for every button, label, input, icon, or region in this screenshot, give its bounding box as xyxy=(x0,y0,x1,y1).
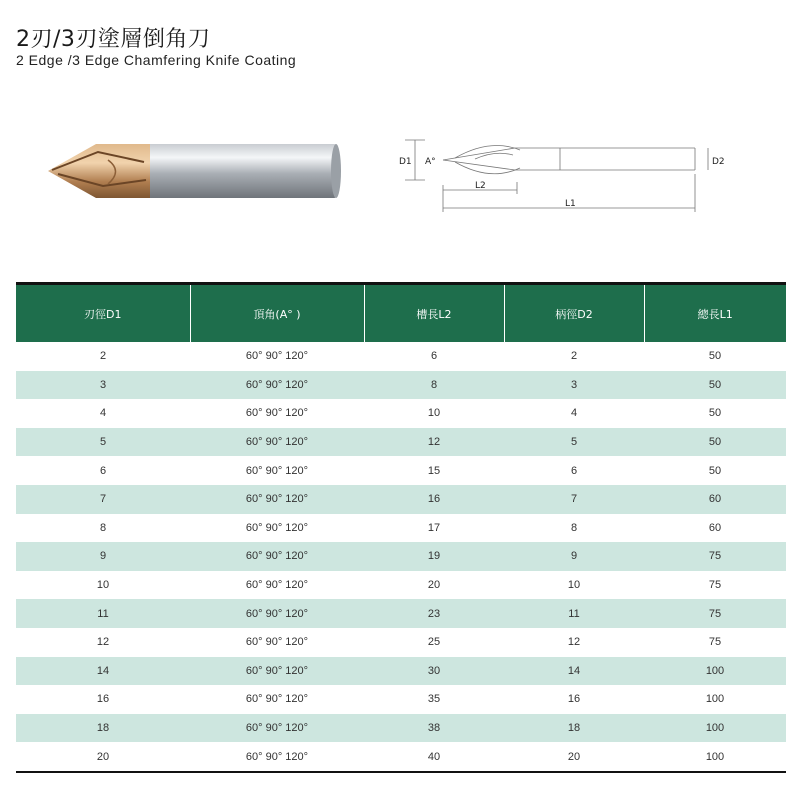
table-row xyxy=(16,571,786,600)
cell-blade-diameter: 20 xyxy=(96,750,110,763)
cell-shank-diameter: 16 xyxy=(567,693,581,706)
cell-blade-diameter: 11 xyxy=(16,599,190,628)
page-title-chinese: 2刃/3刃塗層倒角刀 xyxy=(16,27,211,52)
header-shank-diameter: 柄徑D2 xyxy=(504,284,644,343)
cell-tip-angle: 60° 90° 120° xyxy=(245,693,309,706)
cell-tip-angle: 60° 90° 120° xyxy=(245,407,309,420)
cell-flute-length: 10 xyxy=(427,407,441,420)
table-row xyxy=(16,514,786,543)
table-row xyxy=(16,685,786,714)
cell-tip-angle: 60° 90° 120° xyxy=(245,350,309,363)
cell-tip-angle: 60° 90° 120° xyxy=(245,579,309,592)
table-row xyxy=(16,428,786,457)
diagram-label-l2: L2 xyxy=(475,181,486,191)
cell-flute-length: 25 xyxy=(427,636,441,649)
cell-blade-diameter: 7 xyxy=(16,485,190,514)
cell-flute-length: 12 xyxy=(364,428,504,457)
cell-blade-diameter: 3 xyxy=(16,371,190,400)
cell-shank-diameter: 3 xyxy=(504,371,644,400)
cell-flute-length: 16 xyxy=(364,485,504,514)
cell-blade-diameter: 9 xyxy=(16,542,190,571)
table-row xyxy=(16,657,786,686)
table-row xyxy=(16,599,786,628)
header-flute-length: 槽長L2 xyxy=(364,284,504,343)
diagram-label-l1: L1 xyxy=(565,199,576,209)
page-title-english: 2 Edge /3 Edge Chamfering Knife Coating xyxy=(16,52,297,68)
cell-blade-diameter: 8 xyxy=(99,521,107,534)
cell-tip-angle: 60° 90° 120° xyxy=(245,636,309,649)
cell-overall-length: 50 xyxy=(708,350,722,363)
cell-flute-length: 6 xyxy=(430,350,438,363)
cell-shank-diameter: 10 xyxy=(567,579,581,592)
cell-overall-length: 50 xyxy=(708,407,722,420)
cell-overall-length: 100 xyxy=(644,657,786,686)
cell-shank-diameter: 2 xyxy=(570,350,578,363)
cell-blade-diameter: 14 xyxy=(16,657,190,686)
cell-tip-angle: 60° 90° 120° xyxy=(190,714,364,743)
chamfer-tool-diagram xyxy=(395,130,730,222)
table-header-row xyxy=(16,284,786,343)
cell-overall-length: 50 xyxy=(644,371,786,400)
cell-flute-length: 23 xyxy=(364,599,504,628)
cell-flute-length: 20 xyxy=(427,579,441,592)
header-blade-diameter: 刃徑D1 xyxy=(16,284,190,343)
cell-flute-length: 35 xyxy=(427,693,441,706)
cell-tip-angle: 60° 90° 120° xyxy=(245,750,309,763)
cell-shank-diameter: 8 xyxy=(570,521,578,534)
cell-overall-length: 60 xyxy=(708,521,722,534)
cell-tip-angle: 60° 90° 120° xyxy=(190,485,364,514)
cell-blade-diameter: 2 xyxy=(99,350,107,363)
diagram-label-angle: A° xyxy=(425,157,436,167)
cell-shank-diameter: 20 xyxy=(567,750,581,763)
cell-flute-length: 40 xyxy=(427,750,441,763)
cell-blade-diameter: 16 xyxy=(96,693,110,706)
table-row xyxy=(16,742,786,772)
cell-blade-diameter: 5 xyxy=(16,428,190,457)
table-row xyxy=(16,485,786,514)
table-row xyxy=(16,714,786,743)
header-tip-angle: 頂角(A° ) xyxy=(190,284,364,343)
cell-tip-angle: 60° 90° 120° xyxy=(190,428,364,457)
chamfer-tool-photo xyxy=(48,140,348,202)
cell-flute-length: 38 xyxy=(364,714,504,743)
cell-shank-diameter: 14 xyxy=(504,657,644,686)
cell-tip-angle: 60° 90° 120° xyxy=(245,521,309,534)
cell-flute-length: 15 xyxy=(427,464,441,477)
diagram-label-d2: D2 xyxy=(712,157,725,167)
table-row xyxy=(16,542,786,571)
cell-shank-diameter: 4 xyxy=(570,407,578,420)
cell-shank-diameter: 9 xyxy=(504,542,644,571)
cell-flute-length: 8 xyxy=(364,371,504,400)
cell-tip-angle: 60° 90° 120° xyxy=(190,657,364,686)
cell-overall-length: 100 xyxy=(705,693,725,706)
header-overall-length: 總長L1 xyxy=(644,284,786,343)
cell-blade-diameter: 6 xyxy=(99,464,107,477)
cell-shank-diameter: 5 xyxy=(504,428,644,457)
cell-shank-diameter: 18 xyxy=(504,714,644,743)
table-row xyxy=(16,342,786,371)
table-row xyxy=(16,399,786,428)
cell-tip-angle: 60° 90° 120° xyxy=(190,542,364,571)
cell-overall-length: 100 xyxy=(644,714,786,743)
table-row xyxy=(16,371,786,400)
cell-blade-diameter: 10 xyxy=(96,579,110,592)
cell-shank-diameter: 11 xyxy=(504,599,644,628)
cell-overall-length: 50 xyxy=(708,464,722,477)
cell-flute-length: 17 xyxy=(427,521,441,534)
table-row xyxy=(16,628,786,657)
cell-overall-length: 75 xyxy=(644,599,786,628)
cell-tip-angle: 60° 90° 120° xyxy=(245,464,309,477)
cell-overall-length: 50 xyxy=(644,428,786,457)
cell-overall-length: 75 xyxy=(708,636,722,649)
cell-overall-length: 75 xyxy=(708,579,722,592)
cell-overall-length: 75 xyxy=(644,542,786,571)
cell-shank-diameter: 7 xyxy=(504,485,644,514)
table-body xyxy=(16,342,786,772)
cell-flute-length: 19 xyxy=(364,542,504,571)
cell-blade-diameter: 12 xyxy=(96,636,110,649)
spec-table xyxy=(16,282,786,773)
cell-overall-length: 60 xyxy=(644,485,786,514)
cell-blade-diameter: 4 xyxy=(99,407,107,420)
cell-shank-diameter: 6 xyxy=(570,464,578,477)
table-row xyxy=(16,456,786,485)
cell-flute-length: 30 xyxy=(364,657,504,686)
cell-tip-angle: 60° 90° 120° xyxy=(190,371,364,400)
cell-overall-length: 100 xyxy=(705,750,725,763)
cell-shank-diameter: 12 xyxy=(567,636,581,649)
diagram-label-d1: D1 xyxy=(399,157,412,167)
cell-blade-diameter: 18 xyxy=(16,714,190,743)
cell-tip-angle: 60° 90° 120° xyxy=(190,599,364,628)
